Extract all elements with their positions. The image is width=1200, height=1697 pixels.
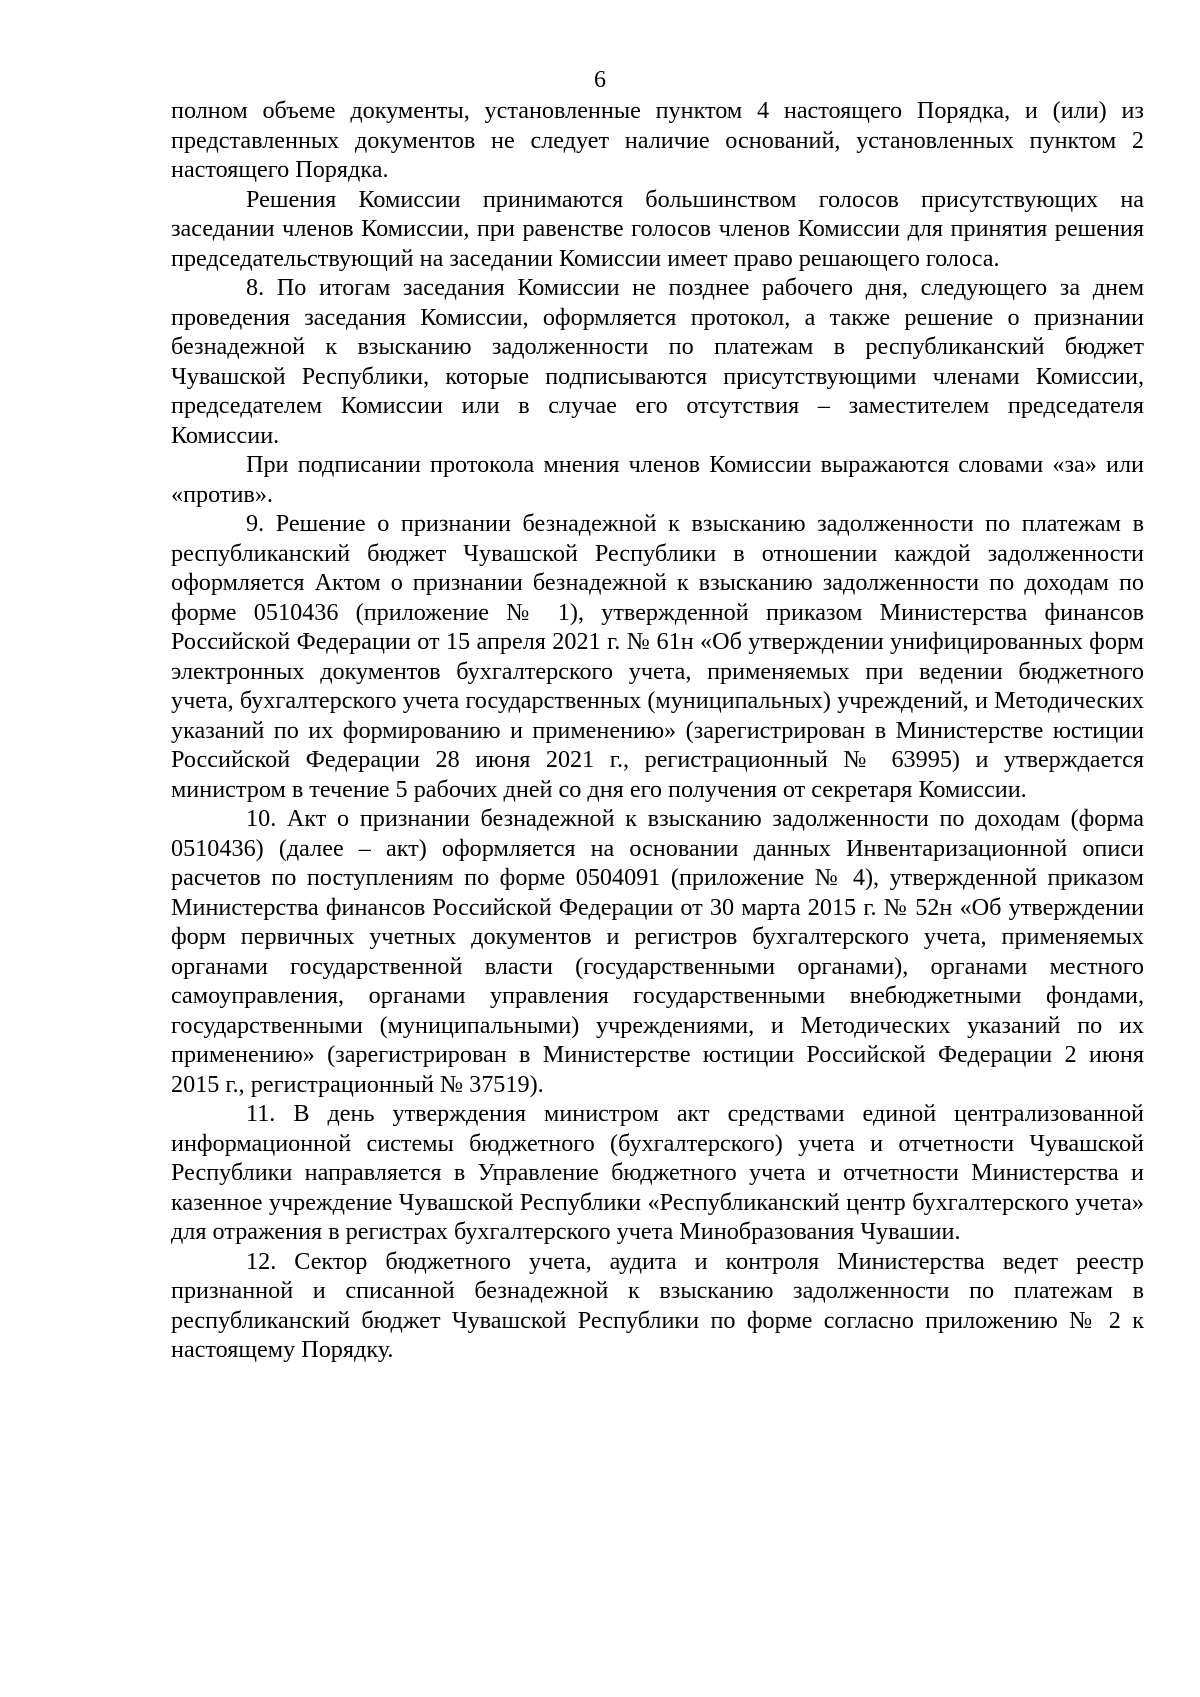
document-body [171,96,1144,1365]
paragraph-item-9: 9. Решение о признании безнадежной к взысканию задолженности по платежам в республиканский бюджет Чувашской Республики в отношении каждой задолженности оформляется Актом о признании безнадежной к взысканию задолженности по доходам по форме 0510436 (приложение № 1), утвержденной приказом Министерства финансов Российской Федерации от 15 апреля 2021 г. № 61н «Об утверждении унифицированных форм электронных документов бухгалтерского учета, применяемых при ведении бюджетного учета, бухгалтерского учета государственных (муниципальных) учреждений, и Методических указаний по их формированию и применению» (зарегистрирован в Министерстве юстиции Российской Федерации 28 июня 2021 г., регистрационный № 63995) и утверждается министром в течение 5 рабочих дней со дня его получения от секретаря Комиссии. [171,510,1144,803]
paragraph-protocol-signing: При подписании протокола мнения членов Комиссии выражаются словами «за» или «против». [171,451,1144,508]
paragraph-item-11: 11. В день утверждения министром акт средствами единой централизованной информационной системы бюджетного (бухгалтерского) учета и отчетности Чувашской Республики направляется в Управление бюджетного учета и отчетности Министерства и казенное учреждение Чувашской Республики «Республиканский центр бухгалтерского учета» для отражения в регистрах бухгалтерского учета Минобразования Чувашии. [171,1100,1144,1245]
paragraph-commission-decisions: Решения Комиссии принимаются большинством голосов присутствующих на заседании членов Комиссии, при равенстве голосов членов Комиссии для принятия решения председательствующий на заседании Комиссии имеет право решающего голоса. [171,185,1144,272]
page-number: 6 [594,67,606,93]
paragraph-item-10: 10. Акт о признании безнадежной к взысканию задолженности по доходам (форма 0510436) (далее – акт) оформляется на основании данных Инвентаризационной описи расчетов по поступлениям по форме 0504091 (приложение № 4), утвержденной приказом Министерства финансов Российской Федерации от 30 марта 2015 г. № 52н «Об утверждении форм первичных учетных документов и регистров бухгалтерского учета, применяемых органами государственной власти (государственными органами), органами местного самоуправления, органами управления государственными внебюджетными фондами, государственными (муниципальными) учреждениями, и Методических указаний по их применению» (зарегистрирован в Министерстве юстиции Российской Федерации 2 июня 2015 г., регистрационный № 37519). [171,805,1144,1098]
paragraph-item-8: 8. По итогам заседания Комиссии не позднее рабочего дня, следующего за днем проведения заседания Комиссии, оформляется протокол, а также решение о признании безнадежной к взысканию задолженности по платежам в республиканский бюджет Чувашской Республики, которые подписываются присутствующими членами Комиссии, председателем Комиссии или в случае его отсутствия – заместителем председателя Комиссии. [171,274,1144,449]
paragraph-item-12: 12. Сектор бюджетного учета, аудита и контроля Министерства ведет реестр признанной и списанной безнадежной к взысканию задолженности по платежам в республиканский бюджет Чувашской Республики по форме согласно приложению № 2 к настоящему Порядку. [171,1247,1144,1363]
paragraph-continuation: полном объеме документы, установленные пунктом 4 настоящего Порядка, и (или) из представленных документов не следует наличие оснований, установленных пунктом 2 настоящего Порядка. [171,97,1144,183]
